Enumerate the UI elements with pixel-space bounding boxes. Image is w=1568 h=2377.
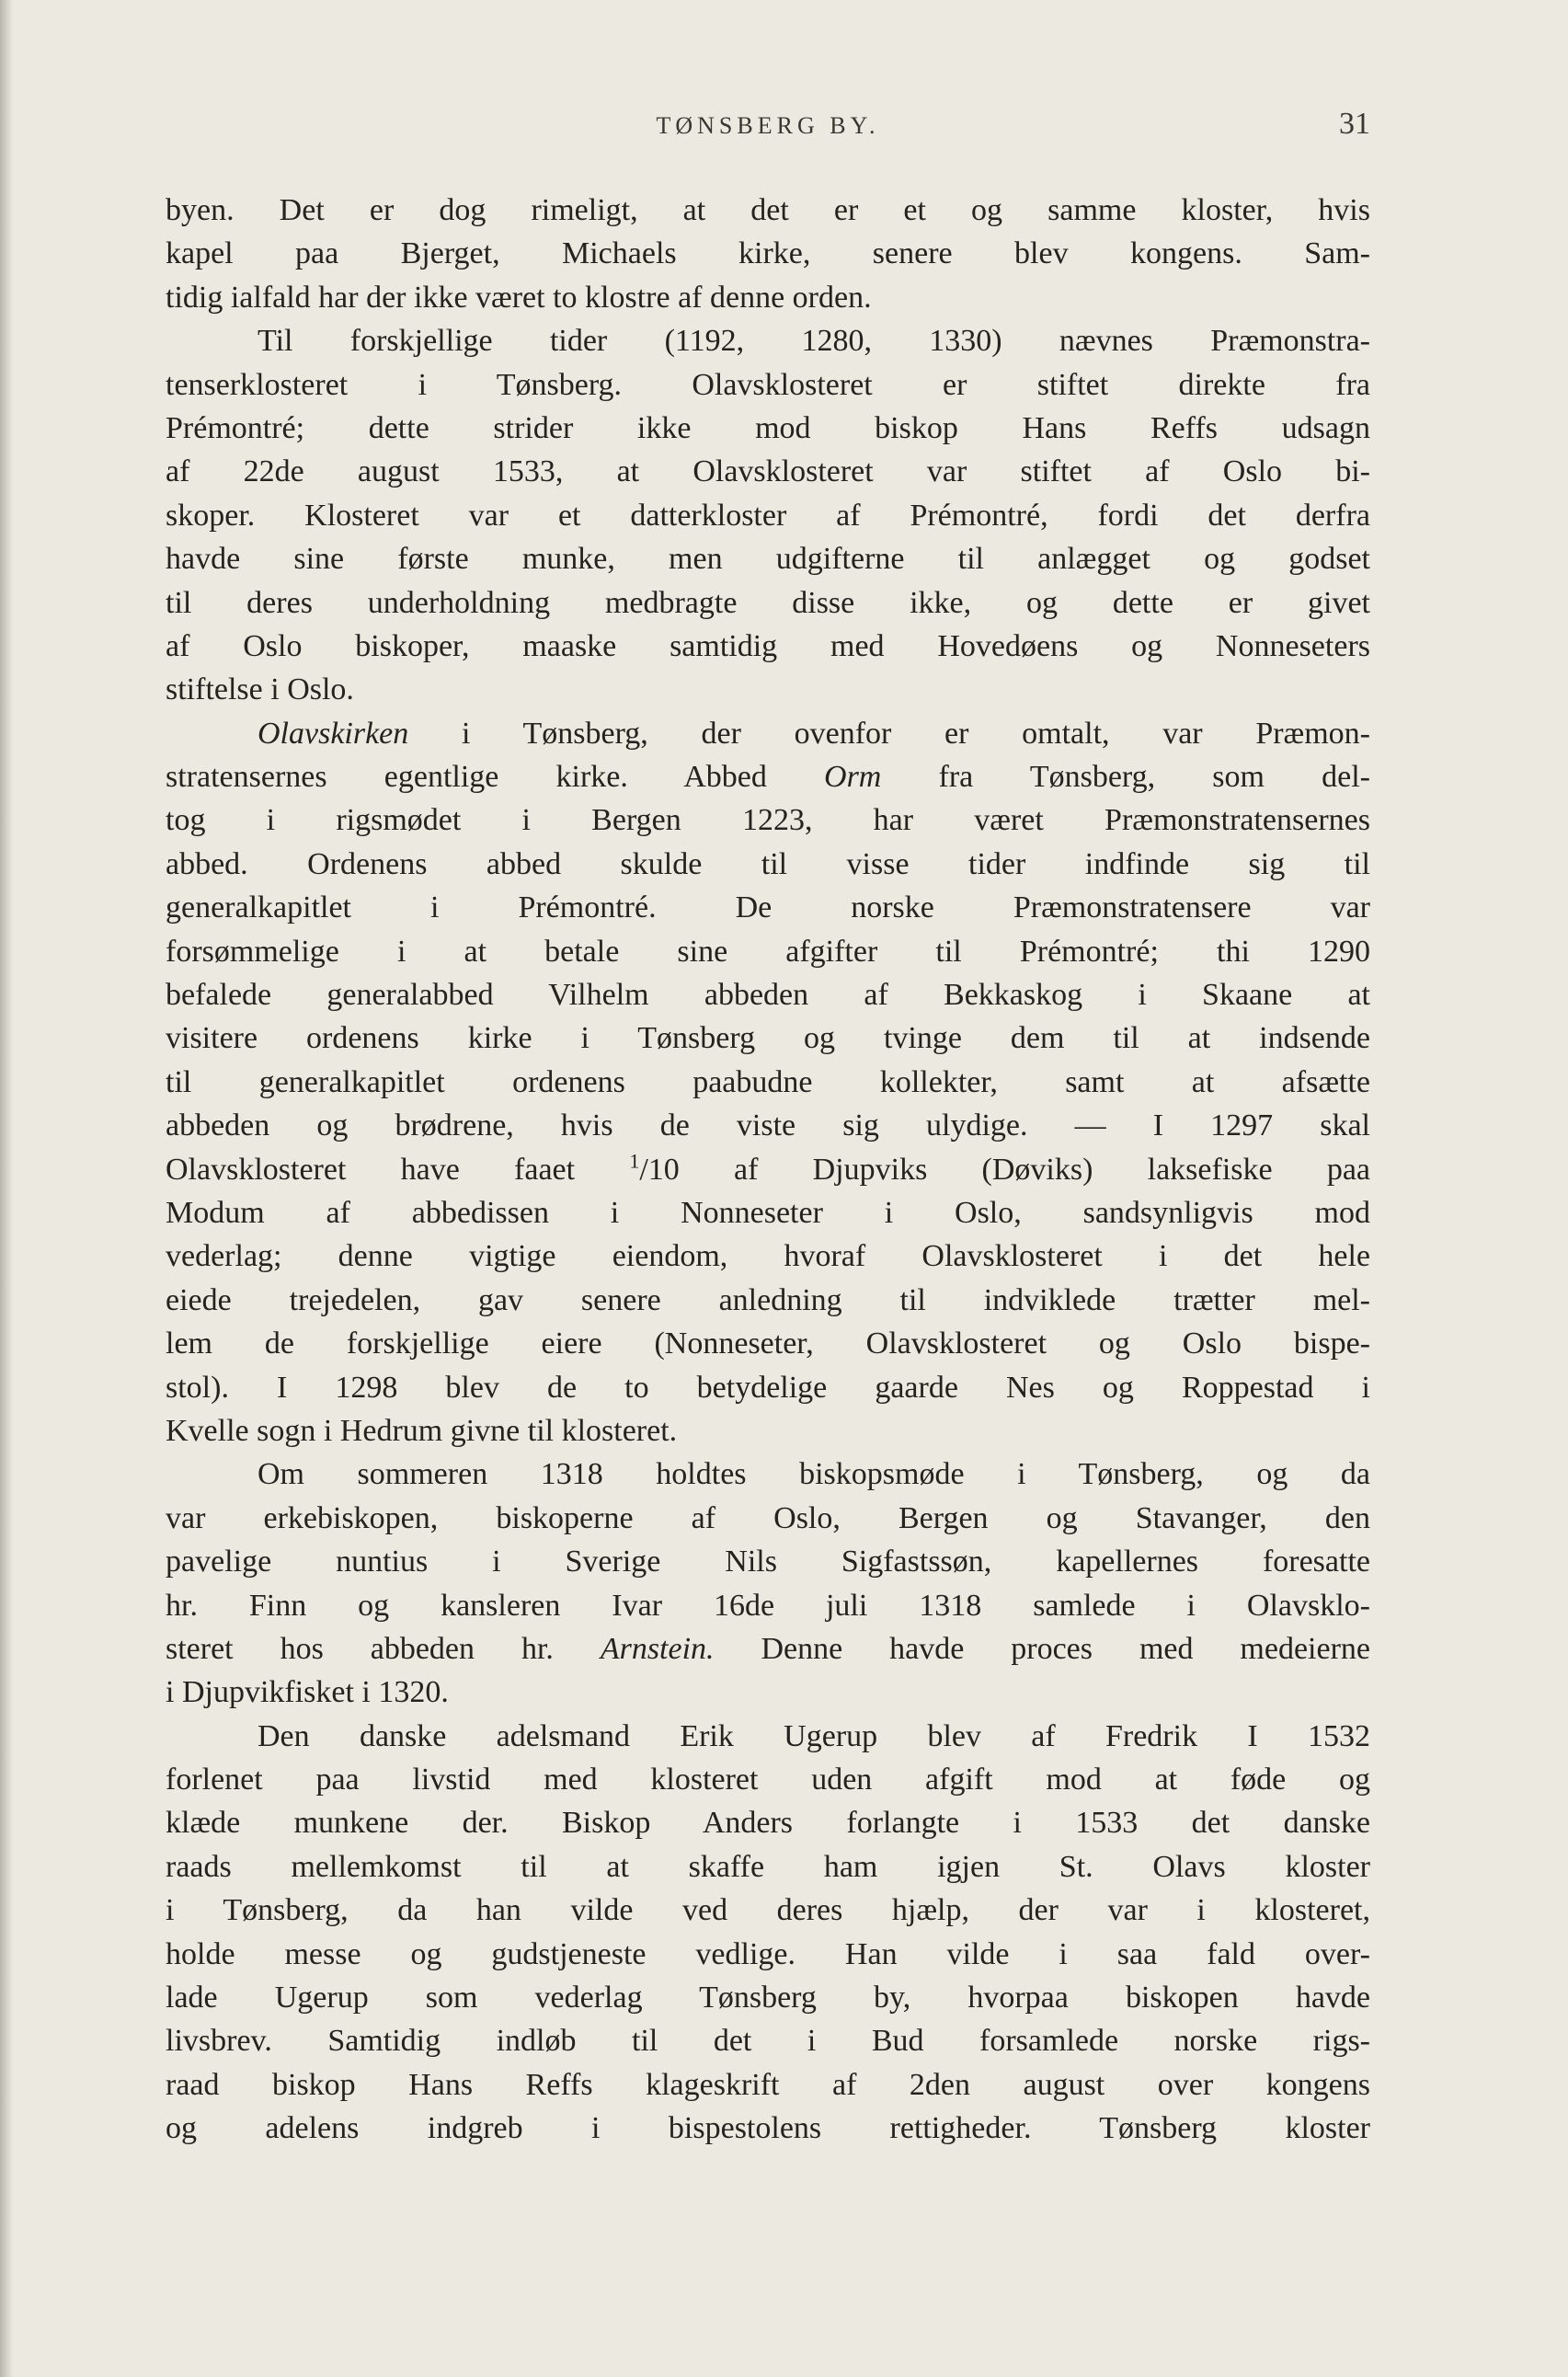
text-line: af Oslo biskoper, maaske samtidig med Hovedøens og Nonneseters (166, 628, 1370, 663)
text-line: i Djupvikfisket i 1320. (166, 1675, 449, 1710)
text-line: til deres underholdning medbragte disse ikke, og dette er givet (166, 585, 1370, 620)
text-line: Til forskjellige tider (1192, 1280, 1330) nævnes Præmonstra- (258, 324, 1370, 359)
text-line: generalkapitlet i Prémontré. De norske Præmonstratensere var (166, 890, 1370, 925)
text-segment: i Tønsberg, der ovenfor er omtalt, var Præmon- (461, 716, 1370, 751)
text-line: visitere ordenens kirke i Tønsberg og tvinge dem til at indsende (166, 1021, 1370, 1056)
text-line (166, 1148, 1370, 1191)
text-line: og adelens indgreb i bispestolens rettigheder. Tønsberg kloster (166, 2111, 1370, 2146)
text-segment: steret hos abbeden hr. (166, 1631, 554, 1666)
text-line: forlenet paa livstid med klosteret uden afgift mod at føde og (166, 1763, 1370, 1797)
text-line: af 22de august 1533, at Olavsklosteret var stiftet af Oslo bi- (166, 454, 1370, 489)
text-line: livsbrev. Samtidig indløb til det i Bud forsamlede norske rigs- (166, 2024, 1370, 2059)
text-line: byen. Det er dog rimeligt, at det er et og samme kloster, hvis (166, 193, 1370, 227)
italic-orm: Orm (824, 760, 882, 795)
text-line (166, 755, 1370, 798)
text-line: Modum af abbedissen i Nonneseter i Oslo, sandsynligvis mod (166, 1195, 1370, 1230)
text-line: havde sine første munke, men udgifterne til anlægget og godset (166, 542, 1370, 577)
text-line: tog i rigsmødet i Bergen 1223, har været Præmonstratensernes (166, 803, 1370, 838)
text-line: skoper. Klosteret var et datterkloster af Prémontré, fordi det derfra (166, 498, 1370, 533)
text-line: til generalkapitlet ordenens paabudne kollekter, samt at afsætte (166, 1064, 1370, 1099)
text-line: eiede trejedelen, gav senere anledning til indviklede trætter mel- (166, 1282, 1370, 1317)
text-line: Om sommeren 1318 holdtes biskopsmøde i Tønsberg, og da (258, 1457, 1370, 1492)
text-line: i Tønsberg, da han vilde ved deres hjælp, der var i klosteret, (166, 1893, 1370, 1928)
text-line: lem de forskjellige eiere (Nonneseter, Olavsklosteret og Oslo bispe- (166, 1326, 1370, 1361)
fraction-numerator: 1 (629, 1149, 640, 1173)
text-line: befalede generalabbed Vilhelm abbeden af Bekkaskog i Skaane at (166, 978, 1370, 1013)
text-line: vederlag; denne vigtige eiendom, hvoraf Olavsklosteret i det hele (166, 1239, 1370, 1274)
text-line: raad biskop Hans Reffs klageskrift af 2den august over kongens (166, 2067, 1370, 2102)
text-line: abbeden og brødrene, hvis de viste sig ulydige. — I 1297 skal (166, 1108, 1370, 1143)
text-line: tidig ialfald har der ikke været to klostre af denne orden. (166, 280, 872, 315)
text-line: abbed. Ordenens abbed skulde til visse tider indfinde sig til (166, 846, 1370, 881)
italic-olavskirken: Olavskirken (258, 716, 409, 751)
text-line: forsømmelige i at betale sine afgifter til Prémontré; thi 1290 (166, 934, 1370, 969)
text-line: Prémontré; dette strider ikke mod biskop Hans Reffs udsagn (166, 410, 1370, 445)
text-segment: stratensernes egentlige kirke. Abbed (166, 760, 767, 795)
text-line: klæde munkene der. Biskop Anders forlangte i 1533 det danske (166, 1806, 1370, 1841)
text-line (166, 712, 1370, 755)
text-line: raads mellemkomst til at skaffe ham igjen St. Olavs kloster (166, 1849, 1370, 1884)
text-line: stiftelse i Oslo. (166, 672, 354, 707)
body-text (166, 189, 1370, 2151)
text-line: kapel paa Bjerget, Michaels kirke, senere blev kongens. Sam- (166, 236, 1370, 271)
text-line: Den danske adelsmand Erik Ugerup blev af Fredrik I 1532 (258, 1718, 1370, 1753)
italic-arnstein: Arnstein. (600, 1631, 715, 1666)
text-line: holde messe og gudstjeneste vedlige. Han vilde i saa fald over- (166, 1936, 1370, 1971)
text-segment: fra Tønsberg, som del- (938, 760, 1370, 795)
text-line: tenserklosteret i Tønsberg. Olavsklosteret er stiftet direkte fra (166, 367, 1370, 402)
text-segment: /10 af Djupviks (Døviks) laksefiske paa (639, 1152, 1370, 1187)
text-line: hr. Finn og kansleren Ivar 16de juli 1318 samlede i Olavsklo- (166, 1588, 1370, 1623)
running-title: TØNSBERG BY. (656, 112, 880, 139)
text-line: var erkebiskopen, biskoperne af Oslo, Bergen og Stavanger, den (166, 1500, 1370, 1535)
page-edge-shadow (0, 0, 13, 2377)
text-segment: Denne havde proces med medeierne (761, 1631, 1370, 1666)
text-line (166, 1627, 1370, 1671)
text-segment: Olavsklosteret have faaet (166, 1152, 576, 1187)
text-line: stol). I 1298 blev de to betydelige gaarde Nes og Roppestad i (166, 1370, 1370, 1405)
text-line: Kvelle sogn i Hedrum givne til klosteret. (166, 1413, 678, 1448)
text-line: pavelige nuntius i Sverige Nils Sigfastssøn, kapellernes foresatte (166, 1544, 1370, 1579)
page-header (166, 107, 1370, 155)
text-line: lade Ugerup som vederlag Tønsberg by, hvorpaa biskopen havde (166, 1981, 1370, 2015)
page-number: 31 (1339, 107, 1370, 141)
